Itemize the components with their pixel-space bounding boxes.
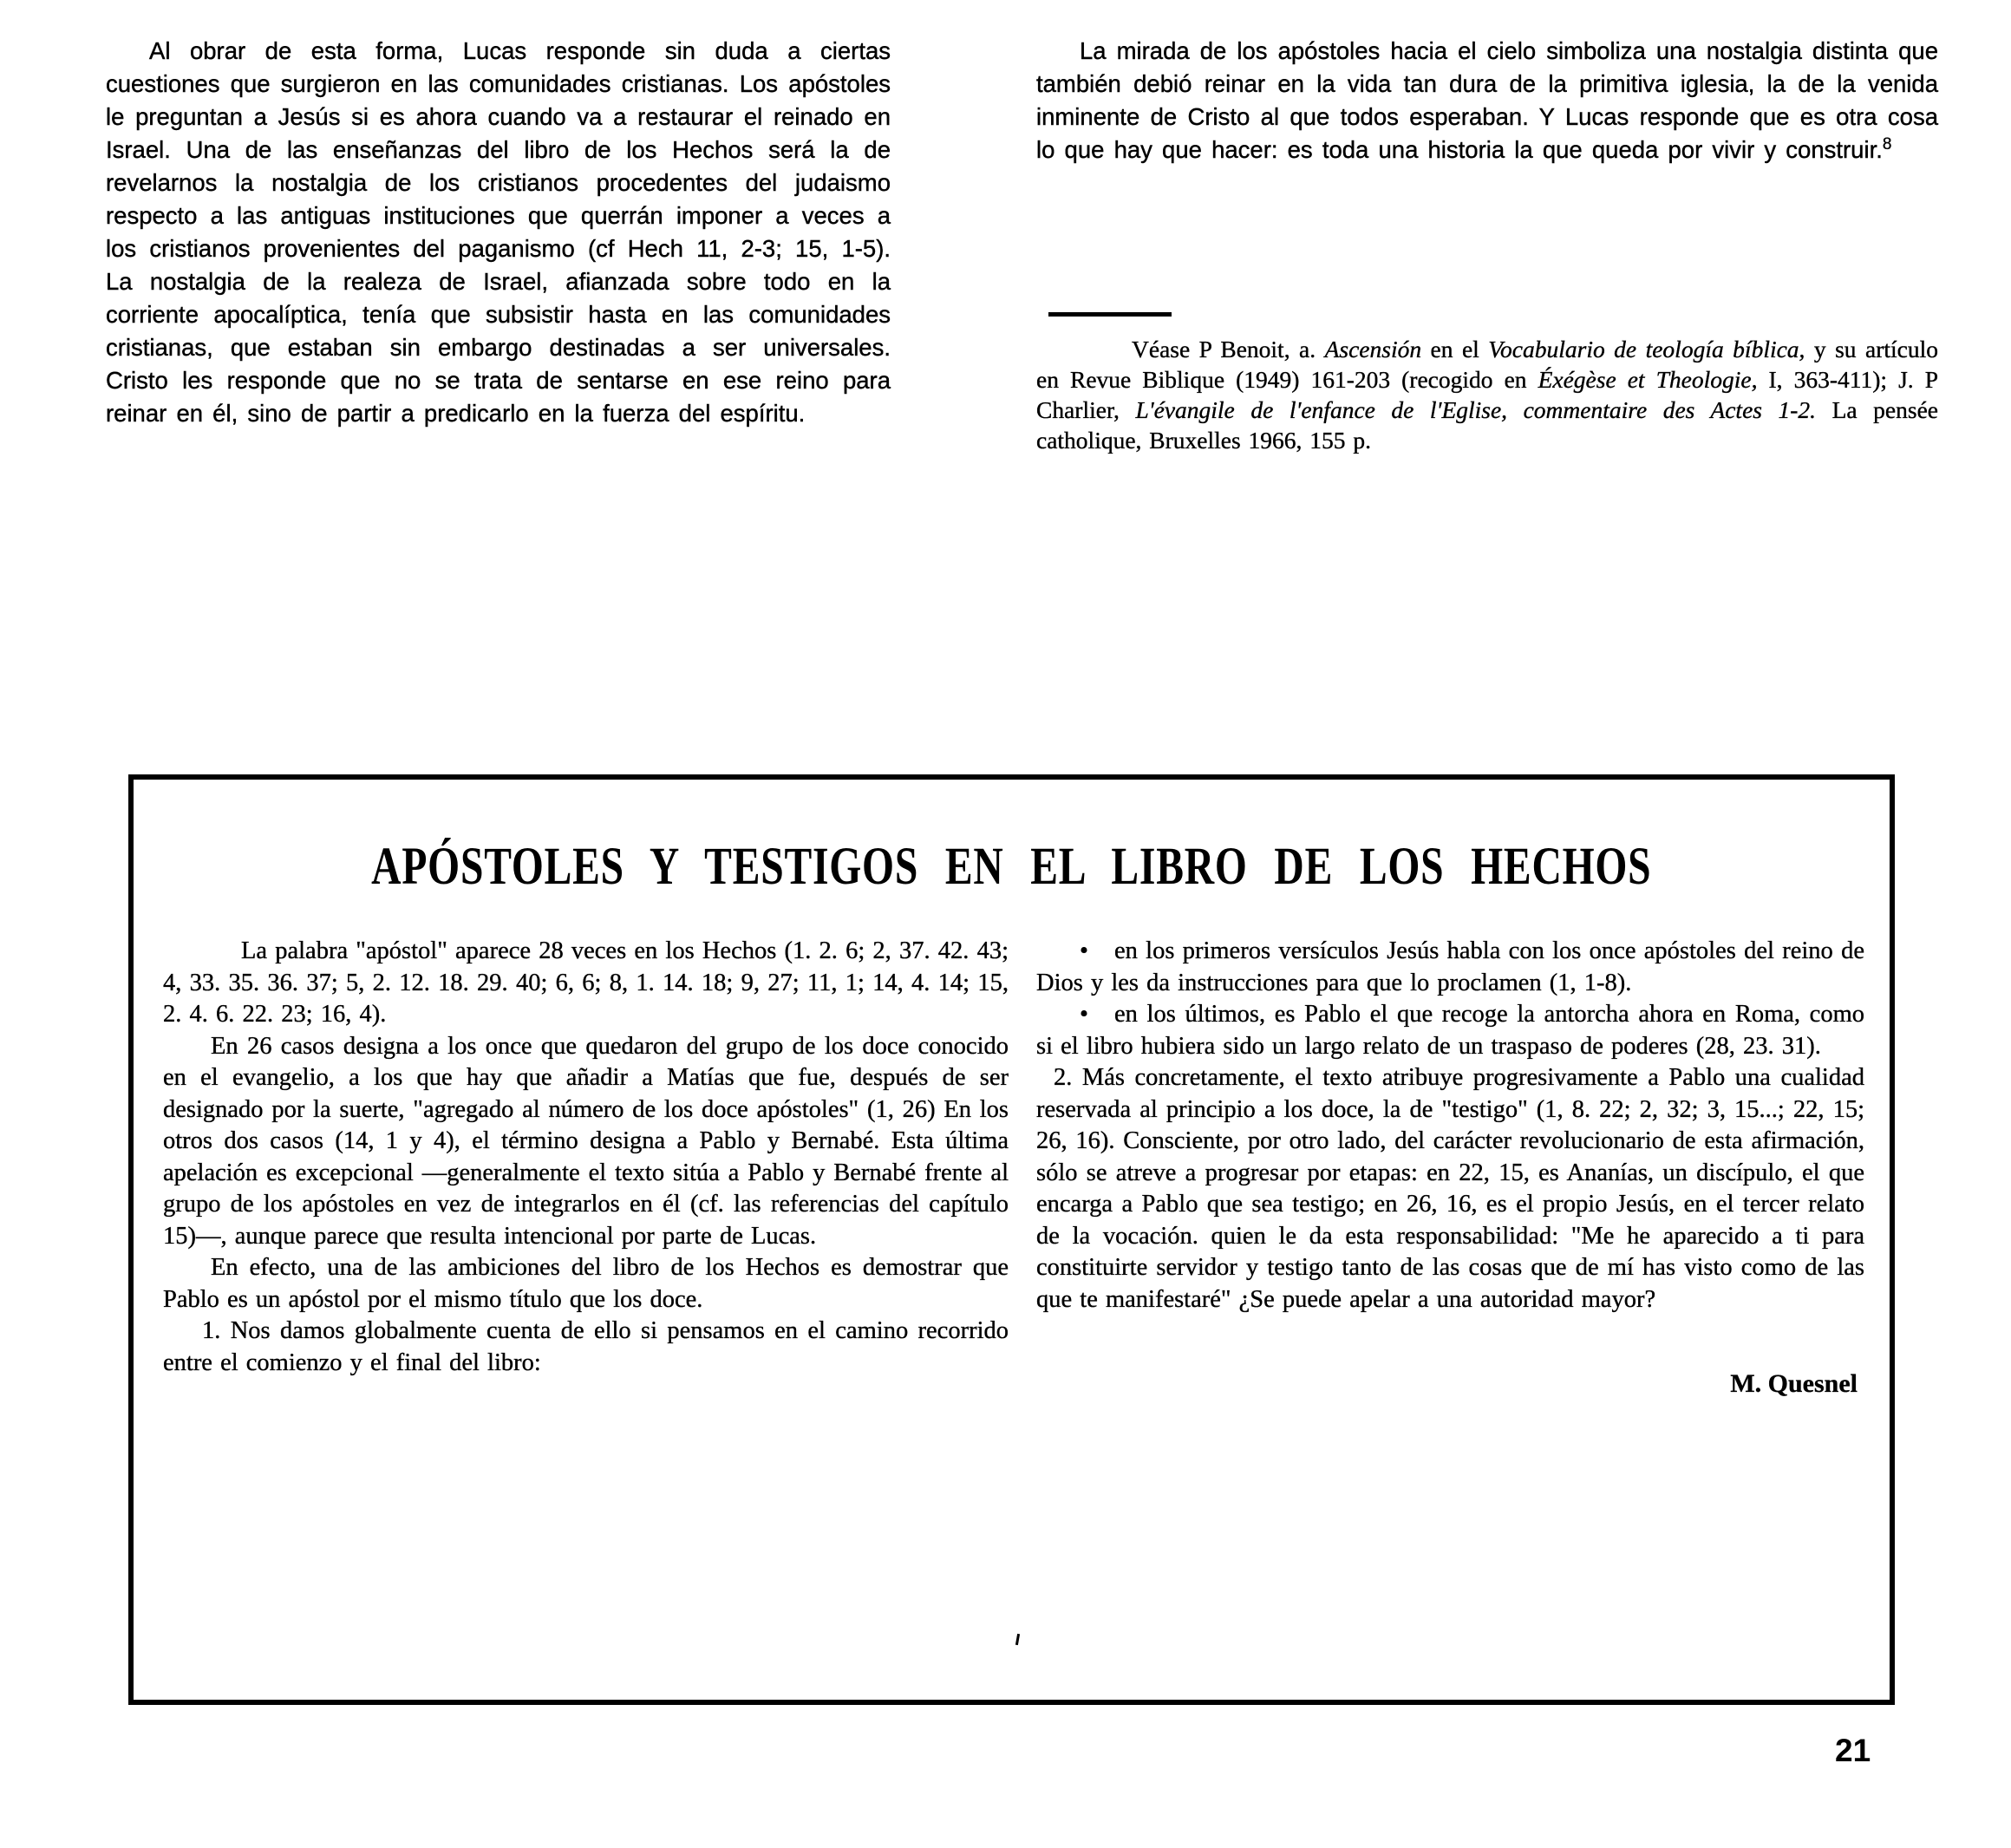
footnote-text [1036, 334, 1938, 455]
footnote-segment-italic: L'évangile de l'enfance de l'Eglise, commentaire des Actes 1-2. [1135, 396, 1817, 423]
footnote-segment: I, 363-411); J. P Charlier, [1036, 366, 1939, 423]
article-paragraph: 2. Más concretamente, el texto atribuye progresivamente a Pablo una cualidad reservada al principio a los doce, la de "testigo" (1, 8. 22; 2, 32; 3, 15...; 22, 15; 26, 16). Consciente, por otro lado, del carácter revolucionario de esta afirmación, sólo se atreve a progresar por etapas: en 22, 15, es Ananías, un discípulo, el que encarga a Pablo que sea testigo; en 26, 16, es el propio Jesús, en el tercer relato de la vocación. quien le da esta responsabilidad: "Me he aparecido a ti para constituirte servidor y testigo tanto de las cosas que de mí has visto como de las que te manifestaré" ¿Se puede apelar a una autoridad mayor? [1036, 1064, 1864, 1313]
footnote-reference: 8 [1882, 134, 1892, 153]
article-bullet-text: en los primeros versículos Jesús habla con los once apóstoles del reino de Dios y les da instrucciones para que lo proclamen (1, 1-8). [1036, 937, 1864, 996]
footnote-segment-italic: Éxégèse et Theologie, [1538, 366, 1758, 393]
footnote-segment-italic: Ascensión [1324, 336, 1422, 362]
article-right-column [1036, 936, 1864, 1399]
article-columns [134, 936, 1890, 1399]
footnote-segment: y su artículo en Revue Biblique (1949) 161-203 (recogido en [1036, 336, 1939, 393]
article-signature: M. Quesnel [1730, 1369, 1858, 1398]
boxed-article [128, 774, 1895, 1705]
bullet-icon: • [1080, 1001, 1088, 1028]
article-paragraph: En 26 casos designa a los once que quedaron del grupo de los doce conocido en el evangelio, a los que hay que añadir a Matías que fue, después de ser designado por la suerte, "agregado al número de los doce apóstoles" (1, 26) En los otros dos casos (14, 1 y 4), el término designa a Pablo y Bernabé. Esta última apelación es excepcional —generalmente el texto sitúa a Pablo y Bernabé frente al grupo de los apóstoles en vez de integrarlos en él (cf. las referencias del capítulo 15)—, aunque parece que resulta intencional por parte de Lucas. [163, 1032, 1009, 1250]
article-paragraph: 1. Nos damos globalmente cuenta de ello si pensamos en el camino recorrido entre el comienzo y el final del libro: [163, 1317, 1009, 1376]
page-number: 21 [1835, 1733, 1871, 1768]
footnote-segment-italic: Vocabulario de teología bíblica, [1488, 336, 1805, 362]
article-bullet-text: en los últimos, es Pablo el que recoge la antorcha ahora en Roma, como si el libro hubiera sido un largo relato de un traspaso de poderes (28, 23. 31). [1036, 1001, 1864, 1060]
article-bullet-item [1036, 936, 1864, 999]
intro-paragraph-left: Al obrar de esta forma, Lucas responde sin duda a ciertas cuestiones que surgieron en las comunidades cristianas. Los apóstoles le preguntan a Jesús si es ahora cuando va a restaurar el reinado en Israel. Una de las enseñanzas del libro de los Hechos será la de revelarnos la nostalgia de los cristianos procedentes del judaismo respecto a las antiguas instituciones que querrán imponer a veces a los cristianos provenientes del paganismo (cf Hech 11, 2-3; 15, 1-5). La nostalgia de la realeza de Israel, afianzada sobre todo en la corriente apocalíptica, tenía que subsistir hasta en las comunidades cristianas, que estaban sin embargo destinadas a ser universales. Cristo les responde que no se trata de sentarse en ese reino para reinar en él, sino de partir a predicarlo en la fuerza del espíritu. [106, 37, 891, 427]
bullet-icon: • [1080, 937, 1088, 964]
intro-left-column [106, 35, 891, 430]
footnote-segment: en el [1421, 336, 1489, 362]
intro-right-column [1036, 35, 1938, 455]
article-bullet-item [1036, 999, 1864, 1062]
footnote [1036, 312, 1938, 455]
footnote-segment: Véase P Benoit, a. [1132, 336, 1325, 362]
article-paragraph: La palabra "apóstol" aparece 28 veces en los Hechos (1. 2. 6; 2, 37. 42. 43; 4, 33. 35. 36. 37; 5, 2. 12. 18. 29. 40; 6, 6; 8, 1. 14. 18; 9, 27; 11, 1; 14, 4. 14; 15, 2. 4. 6. 22. 23; 16, 4). [163, 937, 1009, 1028]
article-title [134, 837, 1890, 898]
footnote-segment: La pensée catholique, Bruxelles 1966, 155 p. [1036, 396, 1938, 454]
intro-paragraph-right [1036, 35, 1938, 167]
article-title-text: APÓSTOLES Y TESTIGOS EN EL LIBRO DE LOS HECHOS [371, 838, 1652, 896]
article-left-column [163, 936, 1009, 1399]
article-paragraph: En efecto, una de las ambiciones del libro de los Hechos es demostrar que Pablo es un apóstol por el mismo título que los doce. [163, 1254, 1009, 1313]
intro-paragraph-right-text: La mirada de los apóstoles hacia el cielo simboliza una nostalgia distinta que también debió reinar en la vida tan dura de la primitiva iglesia, la de la venida inminente de Cristo al que todos esperaban. Y Lucas responde que es otra cosa lo que hay que hacer: es toda una historia la que queda por vivir y construir. [1036, 37, 1938, 163]
footnote-rule [1048, 312, 1172, 317]
